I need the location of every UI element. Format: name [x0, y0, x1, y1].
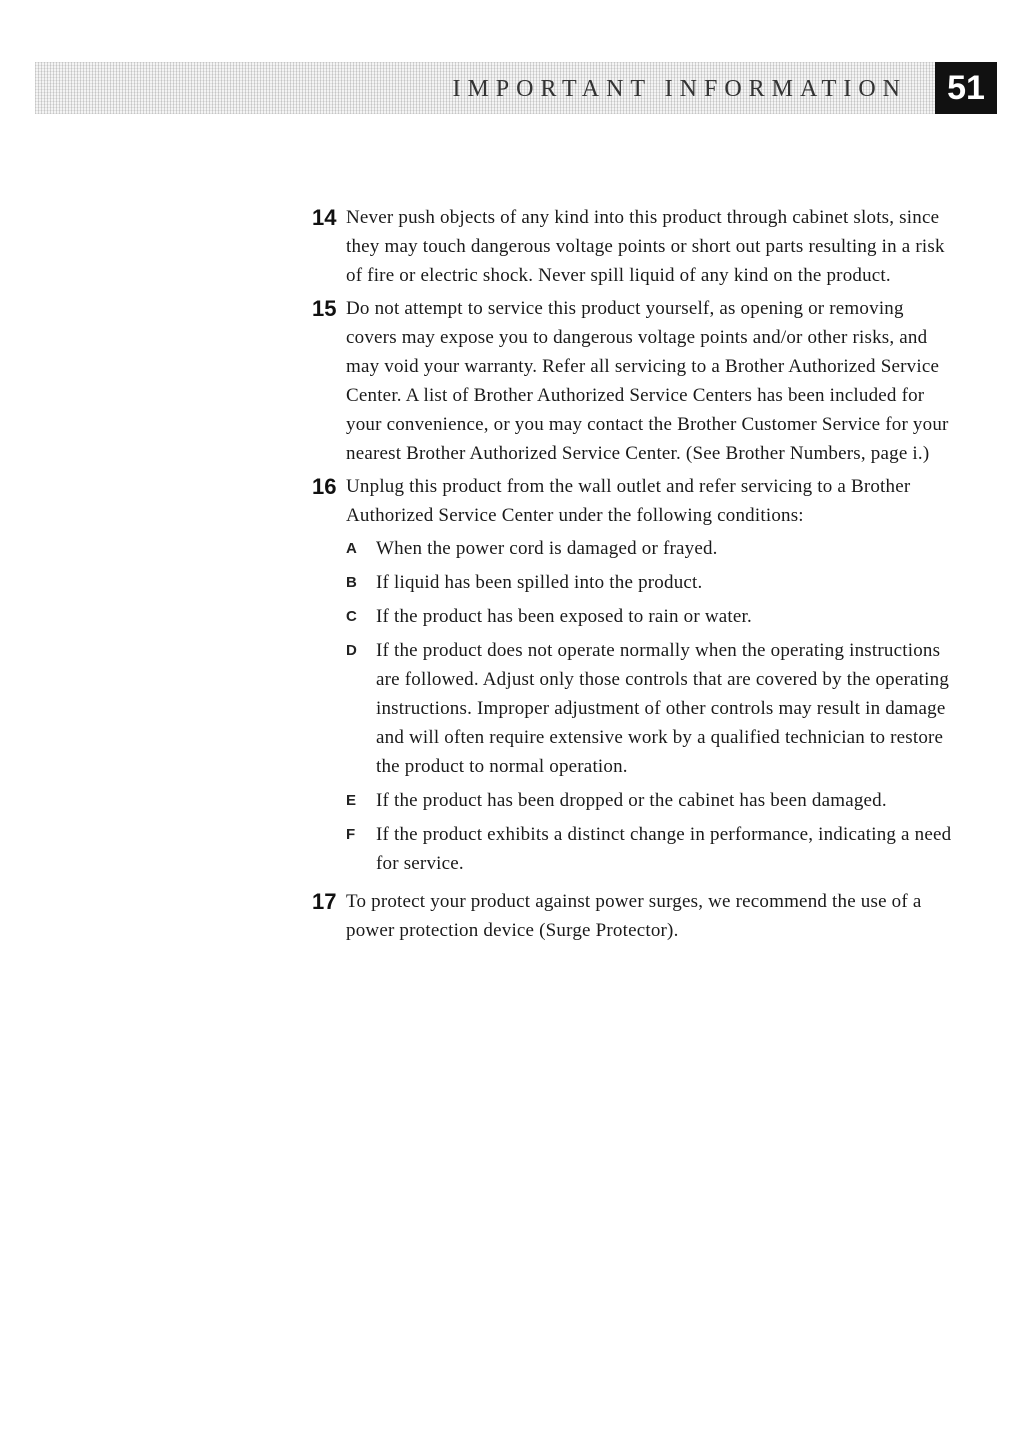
condition-item-e [346, 786, 952, 815]
condition-text: If the product has been dropped or the cabinet has been damaged. [376, 790, 887, 811]
condition-text: When the power cord is damaged or frayed. [376, 538, 718, 559]
item-number: 17 [312, 889, 337, 914]
section-title: IMPORTANT INFORMATION [452, 76, 907, 102]
condition-text: If the product does not operate normally when the operating instructions are followed. Adjust only those controls that are covered by the operating instructions. Improper adjustment of other controls may result in damage and will often require extensive work by a qualified technician to restore the product to normal operation. [376, 640, 950, 777]
instruction-item-15 [312, 294, 952, 468]
condition-list [346, 534, 952, 878]
page-number: 51 [935, 62, 997, 114]
condition-text: If the product exhibits a distinct change in performance, indicating a need for service. [376, 824, 952, 874]
condition-text: If the product has been exposed to rain or water. [376, 606, 752, 627]
condition-letter: A [346, 540, 357, 557]
item-text: Unplug this product from the wall outlet and refer servicing to a Brother Authorized Service Center under the following conditions: [346, 476, 911, 526]
condition-item-b [346, 568, 952, 597]
instruction-item-17 [312, 887, 952, 945]
condition-item-f [346, 820, 952, 878]
condition-text: If liquid has been spilled into the product. [376, 572, 703, 593]
condition-item-d [346, 636, 952, 781]
condition-letter: D [346, 642, 357, 659]
condition-letter: B [346, 574, 357, 591]
item-number: 15 [312, 296, 337, 321]
condition-letter: C [346, 608, 357, 625]
item-text: Never push objects of any kind into this product through cabinet slots, since they may touch dangerous voltage points or short out parts resulting in a risk of fire or electric shock. Never spill liquid of any kind on the product. [346, 207, 945, 286]
item-number: 14 [312, 205, 337, 230]
condition-item-c [346, 602, 952, 631]
item-text: Do not attempt to service this product yourself, as opening or removing covers may expose you to dangerous voltage points and/or other risks, and may void your warranty. Refer all servicing to a Brother Authorized Service Center. A list of Brother Authorized Service Centers has been included for your convenience, or you may contact the Brother Customer Service for your nearest Brother Authorized Service Center. (See Brother Numbers, page i.) [346, 298, 949, 464]
instruction-item-14 [312, 203, 952, 290]
safety-instructions [312, 203, 952, 949]
condition-letter: E [346, 792, 357, 809]
instruction-item-16 [312, 472, 952, 883]
condition-letter: F [346, 826, 356, 843]
item-number: 16 [312, 474, 337, 499]
item-text: To protect your product against power surges, we recommend the use of a power protection device (Surge Protector). [346, 891, 922, 941]
condition-item-a [346, 534, 952, 563]
